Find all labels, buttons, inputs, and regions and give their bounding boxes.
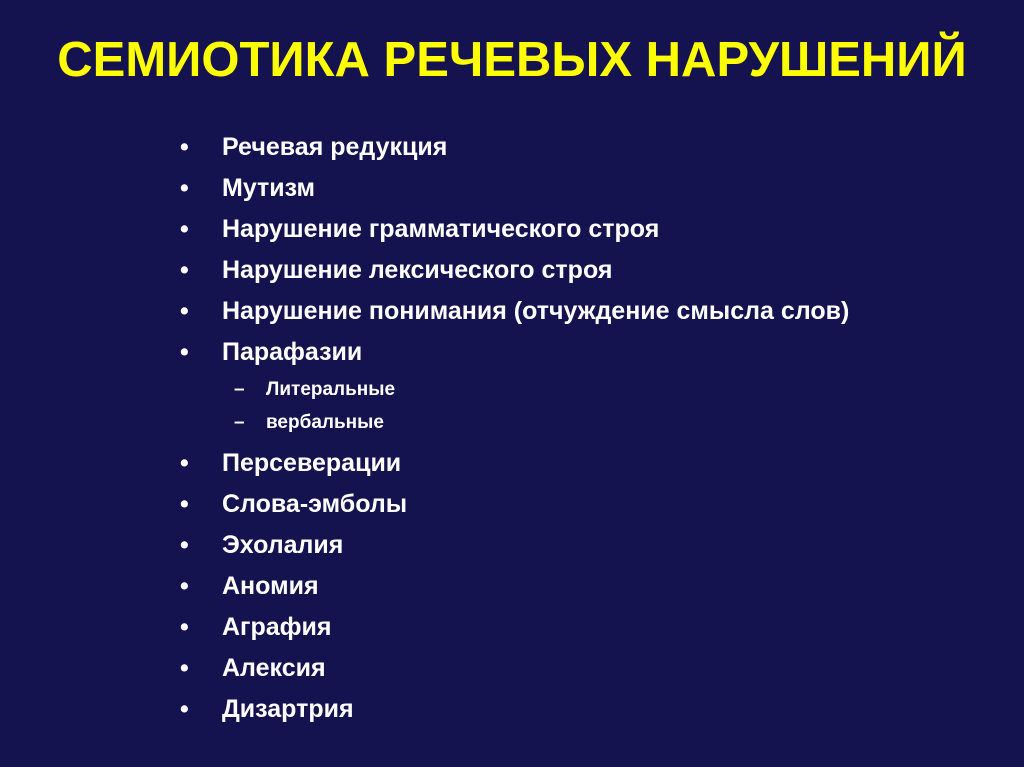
list-item-label: Мутизм [222,174,315,202]
bullet-icon: • [180,695,189,723]
slide-title: СЕМИОТИКА РЕЧЕВЫХ НАРУШЕНИЙ [57,33,967,87]
list-item-label: Парафазии [222,338,363,366]
list-item-label: Речевая редукция [222,133,448,161]
bullet-icon: • [180,297,189,325]
bullet-icon: • [180,133,189,161]
list-item-label: Алексия [222,654,326,682]
bullet-icon: • [180,215,189,243]
sub-list-item-label: Литеральные [266,379,396,400]
list-item-label: Аграфия [222,613,332,641]
sub-list-item-label: вербальные [266,412,384,433]
list-item-label: Нарушение грамматического строя [222,215,660,243]
bullet-icon: • [180,654,189,682]
list-item-label: Нарушение лексического строя [222,256,613,284]
bullet-icon: • [180,449,189,477]
list-item-label: Эхолалия [222,531,344,559]
bullet-icon: • [180,572,189,600]
dash-icon: – [234,412,245,433]
list-item-label: Аномия [222,572,319,600]
bullet-icon: • [180,338,189,366]
bullet-icon: • [180,490,189,518]
list-item-label: Дизартрия [222,695,354,723]
dash-icon: – [234,379,245,400]
list-item-label: Персеверации [222,449,402,477]
bullet-icon: • [180,613,189,641]
bullet-icon: • [180,174,189,202]
list-item-label: Нарушение понимания (отчуждение смысла слов) [222,297,850,325]
bullet-icon: • [180,531,189,559]
list-item-label: Слова-эмболы [222,490,408,518]
bullet-icon: • [180,256,189,284]
